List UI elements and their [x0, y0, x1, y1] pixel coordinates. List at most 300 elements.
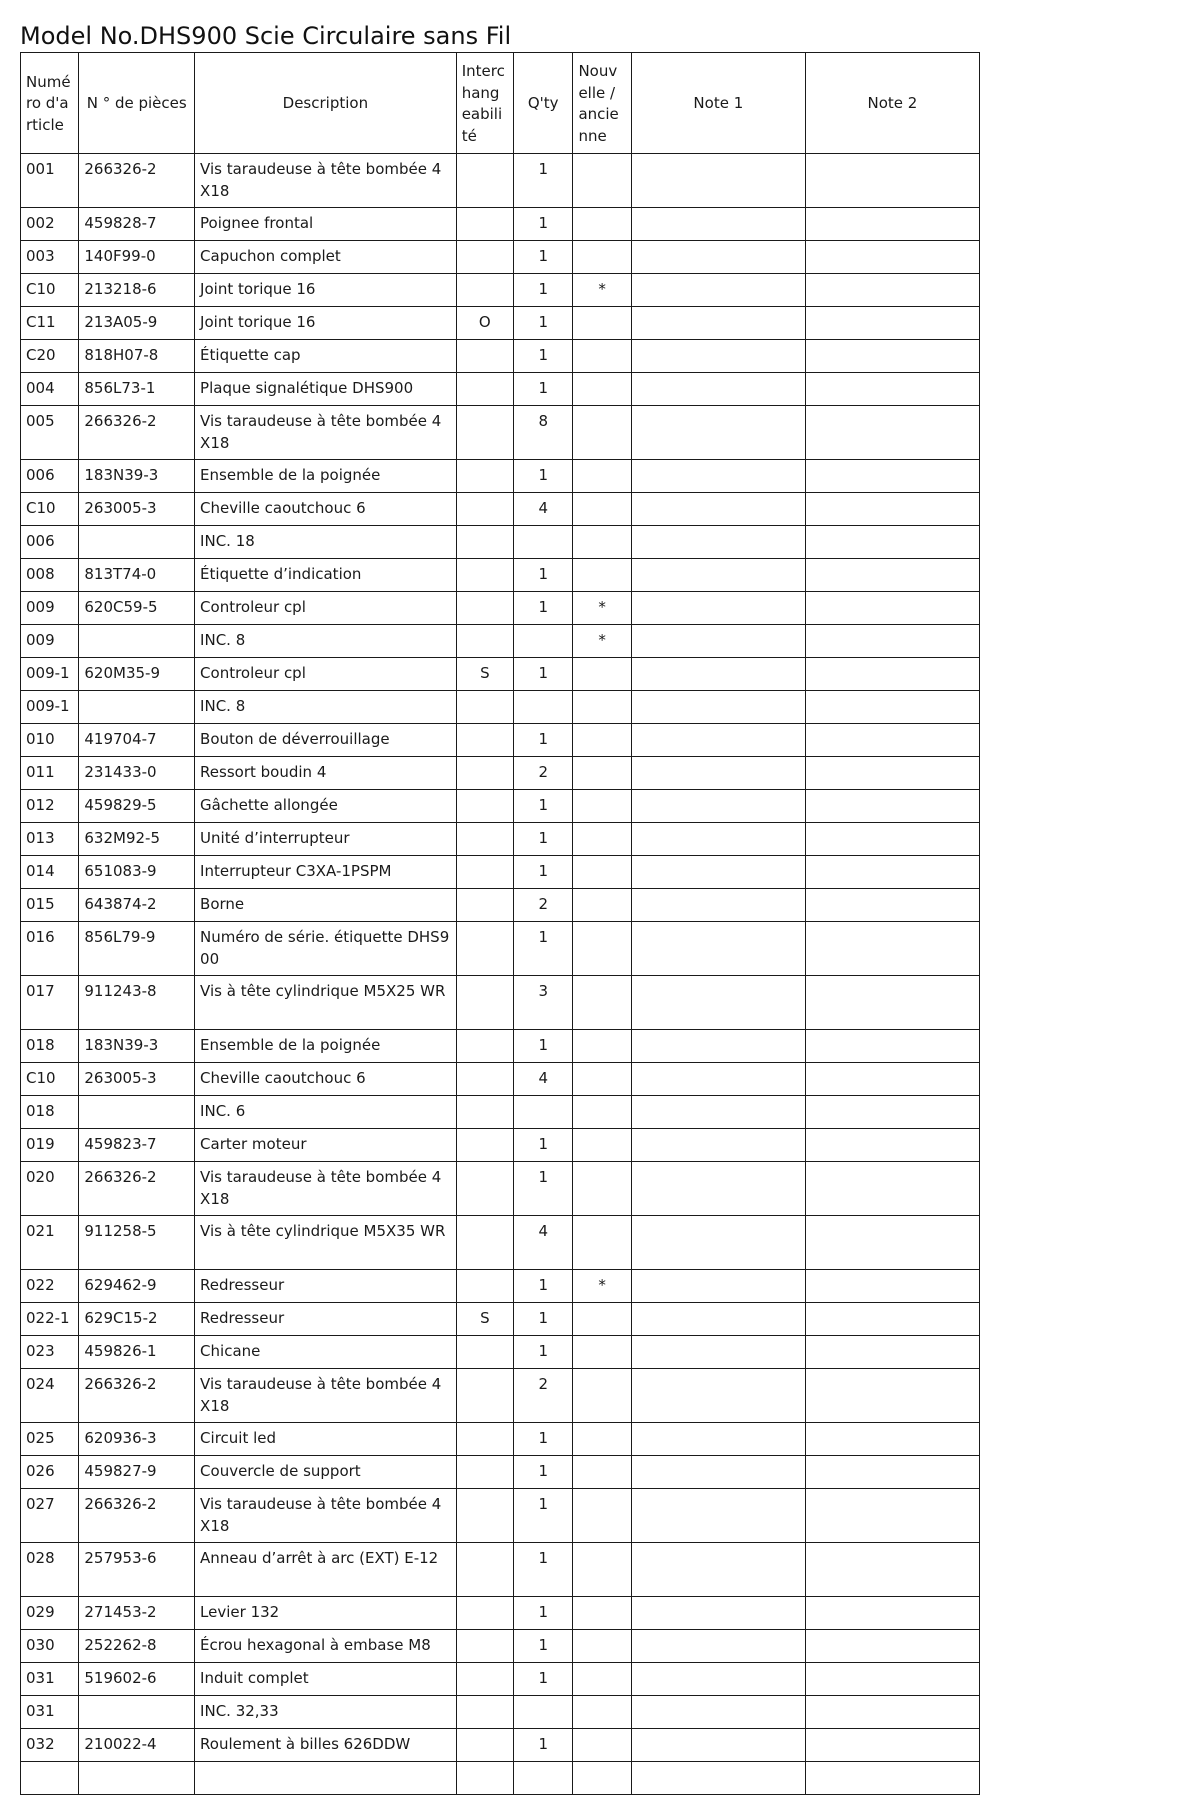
cell-description: Ressort boudin 4	[195, 757, 457, 790]
cell-note-2	[805, 559, 979, 592]
cell-note-1	[631, 1369, 805, 1423]
cell-item-number: 014	[21, 856, 79, 889]
cell-quantity: 1	[513, 1597, 572, 1630]
cell-note-2	[805, 340, 979, 373]
table-row	[21, 526, 980, 559]
cell-note-2	[805, 154, 979, 208]
cell-part-number: 643874-2	[79, 889, 195, 922]
table-header	[21, 53, 980, 154]
cell-interchangeability: S	[456, 1303, 513, 1336]
table-row	[21, 1663, 980, 1696]
cell-interchangeability	[456, 406, 513, 460]
cell-interchangeability	[456, 1030, 513, 1063]
cell-interchangeability	[456, 1423, 513, 1456]
cell-part-number: 620M35-9	[79, 658, 195, 691]
cell-item-number: 019	[21, 1129, 79, 1162]
cell-quantity: 1	[513, 373, 572, 406]
cell-new-old	[573, 889, 631, 922]
cell-note-2	[805, 1216, 979, 1270]
cell-new-old	[573, 460, 631, 493]
cell-new-old	[573, 1303, 631, 1336]
cell-item-number: 016	[21, 922, 79, 976]
cell-interchangeability	[456, 373, 513, 406]
cell-part-number	[79, 1696, 195, 1729]
cell-new-old	[573, 1597, 631, 1630]
cell-note-1	[631, 1063, 805, 1096]
cell-item-number	[21, 1762, 79, 1795]
cell-note-2	[805, 790, 979, 823]
cell-interchangeability	[456, 823, 513, 856]
cell-note-1	[631, 460, 805, 493]
cell-note-1	[631, 724, 805, 757]
cell-item-number: C10	[21, 493, 79, 526]
cell-part-number: 818H07-8	[79, 340, 195, 373]
cell-note-1	[631, 1162, 805, 1216]
cell-description: Levier 132	[195, 1597, 457, 1630]
cell-item-number: 018	[21, 1096, 79, 1129]
cell-note-2	[805, 592, 979, 625]
table-row	[21, 889, 980, 922]
cell-interchangeability	[456, 1129, 513, 1162]
cell-note-1	[631, 823, 805, 856]
cell-note-2	[805, 1630, 979, 1663]
table-body	[21, 154, 980, 1795]
cell-quantity: 1	[513, 1543, 572, 1597]
cell-note-2	[805, 526, 979, 559]
cell-note-2	[805, 373, 979, 406]
cell-item-number: 024	[21, 1369, 79, 1423]
cell-item-number: C20	[21, 340, 79, 373]
cell-quantity: 8	[513, 406, 572, 460]
cell-note-1	[631, 1216, 805, 1270]
cell-quantity: 1	[513, 1489, 572, 1543]
cell-quantity: 1	[513, 307, 572, 340]
cell-new-old	[573, 1096, 631, 1129]
cell-description: INC. 18	[195, 526, 457, 559]
cell-note-1	[631, 1597, 805, 1630]
cell-note-2	[805, 976, 979, 1030]
cell-new-old	[573, 208, 631, 241]
cell-new-old	[573, 340, 631, 373]
cell-description: Unité d’interrupteur	[195, 823, 457, 856]
cell-item-number: 004	[21, 373, 79, 406]
cell-description: Vis à tête cylindrique M5X25 WR	[195, 976, 457, 1030]
cell-part-number: 266326-2	[79, 1162, 195, 1216]
table-row	[21, 1630, 980, 1663]
cell-note-1	[631, 592, 805, 625]
cell-note-1	[631, 1336, 805, 1369]
cell-new-old	[573, 691, 631, 724]
cell-interchangeability	[456, 592, 513, 625]
cell-description: Circuit led	[195, 1423, 457, 1456]
table-row	[21, 154, 980, 208]
table-row	[21, 790, 980, 823]
cell-item-number: 005	[21, 406, 79, 460]
cell-item-number: 022-1	[21, 1303, 79, 1336]
cell-interchangeability	[456, 1729, 513, 1762]
cell-note-2	[805, 889, 979, 922]
table-row	[21, 1456, 980, 1489]
cell-new-old	[573, 1336, 631, 1369]
cell-note-1	[631, 1543, 805, 1597]
cell-description: Ensemble de la poignée	[195, 460, 457, 493]
cell-quantity: 1	[513, 274, 572, 307]
cell-note-1	[631, 790, 805, 823]
table-row	[21, 1303, 980, 1336]
cell-part-number: 620C59-5	[79, 592, 195, 625]
cell-note-2	[805, 757, 979, 790]
cell-part-number: 210022-4	[79, 1729, 195, 1762]
cell-interchangeability	[456, 526, 513, 559]
cell-item-number: 006	[21, 460, 79, 493]
cell-quantity: 1	[513, 1663, 572, 1696]
cell-interchangeability	[456, 922, 513, 976]
cell-part-number: 271453-2	[79, 1597, 195, 1630]
cell-note-1	[631, 1762, 805, 1795]
cell-item-number: 002	[21, 208, 79, 241]
cell-quantity: 1	[513, 592, 572, 625]
cell-part-number: 213A05-9	[79, 307, 195, 340]
cell-new-old	[573, 1216, 631, 1270]
cell-note-2	[805, 1063, 979, 1096]
cell-part-number: 459826-1	[79, 1336, 195, 1369]
cell-note-1	[631, 559, 805, 592]
cell-quantity: 1	[513, 340, 572, 373]
table-row	[21, 1729, 980, 1762]
header-quantity: Q'ty	[513, 53, 572, 154]
cell-interchangeability	[456, 1762, 513, 1795]
table-row	[21, 208, 980, 241]
cell-interchangeability	[456, 1216, 513, 1270]
cell-description: Borne	[195, 889, 457, 922]
cell-note-2	[805, 724, 979, 757]
table-row	[21, 1489, 980, 1543]
cell-description: Chicane	[195, 1336, 457, 1369]
cell-part-number: 459828-7	[79, 208, 195, 241]
cell-description: Vis à tête cylindrique M5X35 WR	[195, 1216, 457, 1270]
cell-interchangeability	[456, 493, 513, 526]
cell-description: INC. 32,33	[195, 1696, 457, 1729]
cell-new-old	[573, 1696, 631, 1729]
cell-quantity: 1	[513, 1336, 572, 1369]
cell-item-number: 006	[21, 526, 79, 559]
cell-note-2	[805, 1336, 979, 1369]
cell-part-number: 266326-2	[79, 1369, 195, 1423]
cell-part-number	[79, 1762, 195, 1795]
cell-note-2	[805, 1597, 979, 1630]
cell-note-2	[805, 1030, 979, 1063]
cell-item-number: C11	[21, 307, 79, 340]
cell-description: Étiquette cap	[195, 340, 457, 373]
header-description: Description	[195, 53, 457, 154]
cell-note-1	[631, 691, 805, 724]
cell-new-old	[573, 1762, 631, 1795]
cell-new-old	[573, 1729, 631, 1762]
cell-quantity: 2	[513, 889, 572, 922]
cell-quantity: 1	[513, 790, 572, 823]
cell-note-2	[805, 1729, 979, 1762]
cell-interchangeability	[456, 1456, 513, 1489]
cell-quantity: 2	[513, 757, 572, 790]
cell-description: Redresseur	[195, 1303, 457, 1336]
cell-item-number: 009-1	[21, 691, 79, 724]
cell-new-old	[573, 856, 631, 889]
table-row	[21, 1270, 980, 1303]
cell-interchangeability	[456, 1096, 513, 1129]
cell-part-number: 629462-9	[79, 1270, 195, 1303]
cell-new-old	[573, 1663, 631, 1696]
cell-description: Gâchette allongée	[195, 790, 457, 823]
header-note-2: Note 2	[805, 53, 979, 154]
cell-interchangeability	[456, 691, 513, 724]
table-row	[21, 724, 980, 757]
cell-note-2	[805, 241, 979, 274]
cell-part-number	[79, 691, 195, 724]
cell-note-1	[631, 1663, 805, 1696]
cell-note-2	[805, 493, 979, 526]
cell-item-number: 008	[21, 559, 79, 592]
cell-description: Anneau d’arrêt à arc (EXT) E-12	[195, 1543, 457, 1597]
cell-note-2	[805, 1762, 979, 1795]
cell-quantity: 1	[513, 724, 572, 757]
cell-note-1	[631, 1270, 805, 1303]
cell-interchangeability	[456, 1489, 513, 1543]
cell-quantity	[513, 526, 572, 559]
cell-quantity: 1	[513, 1303, 572, 1336]
cell-new-old	[573, 154, 631, 208]
header-item-number: Numéro d'article	[21, 53, 79, 154]
table-row	[21, 274, 980, 307]
cell-interchangeability	[456, 1543, 513, 1597]
cell-part-number: 419704-7	[79, 724, 195, 757]
table-row	[21, 1369, 980, 1423]
cell-note-2	[805, 1162, 979, 1216]
cell-new-old	[573, 757, 631, 790]
cell-quantity: 1	[513, 856, 572, 889]
table-row	[21, 1096, 980, 1129]
table-row	[21, 1162, 980, 1216]
cell-note-2	[805, 1423, 979, 1456]
cell-part-number: 183N39-3	[79, 460, 195, 493]
cell-note-1	[631, 526, 805, 559]
cell-part-number: 263005-3	[79, 1063, 195, 1096]
cell-interchangeability	[456, 1063, 513, 1096]
table-row	[21, 592, 980, 625]
cell-item-number: 022	[21, 1270, 79, 1303]
table-row	[21, 1423, 980, 1456]
cell-item-number: C10	[21, 274, 79, 307]
cell-description: Étiquette d’indication	[195, 559, 457, 592]
cell-interchangeability	[456, 274, 513, 307]
cell-quantity	[513, 1096, 572, 1129]
cell-part-number: 856L73-1	[79, 373, 195, 406]
cell-item-number: 003	[21, 241, 79, 274]
cell-description: Controleur cpl	[195, 592, 457, 625]
cell-interchangeability	[456, 340, 513, 373]
table-row	[21, 1216, 980, 1270]
cell-part-number: 231433-0	[79, 757, 195, 790]
cell-interchangeability	[456, 1369, 513, 1423]
cell-item-number: 021	[21, 1216, 79, 1270]
cell-item-number: 009-1	[21, 658, 79, 691]
cell-description: Couvercle de support	[195, 1456, 457, 1489]
cell-quantity: 1	[513, 241, 572, 274]
cell-quantity: 1	[513, 154, 572, 208]
cell-description: Vis taraudeuse à tête bombée 4X18	[195, 154, 457, 208]
cell-quantity: 4	[513, 1216, 572, 1270]
cell-item-number: 031	[21, 1663, 79, 1696]
cell-interchangeability	[456, 1663, 513, 1696]
cell-part-number: 459829-5	[79, 790, 195, 823]
cell-note-1	[631, 658, 805, 691]
cell-note-1	[631, 1489, 805, 1543]
parts-table-container	[20, 52, 980, 1753]
cell-description: INC. 8	[195, 691, 457, 724]
cell-part-number: 257953-6	[79, 1543, 195, 1597]
cell-part-number: 459827-9	[79, 1456, 195, 1489]
cell-note-1	[631, 1456, 805, 1489]
cell-note-1	[631, 1729, 805, 1762]
cell-new-old	[573, 658, 631, 691]
cell-note-1	[631, 625, 805, 658]
cell-item-number: 010	[21, 724, 79, 757]
cell-new-old	[573, 1489, 631, 1543]
cell-quantity: 1	[513, 1729, 572, 1762]
cell-note-2	[805, 1456, 979, 1489]
cell-new-old	[573, 241, 631, 274]
header-part-number: N ° de pièces	[79, 53, 195, 154]
cell-new-old	[573, 307, 631, 340]
table-row	[21, 757, 980, 790]
cell-quantity: 1	[513, 1129, 572, 1162]
cell-new-old	[573, 526, 631, 559]
cell-note-1	[631, 856, 805, 889]
cell-note-1	[631, 406, 805, 460]
table-row	[21, 1129, 980, 1162]
table-row	[21, 625, 980, 658]
cell-note-2	[805, 1129, 979, 1162]
cell-interchangeability	[456, 1336, 513, 1369]
table-row	[21, 1696, 980, 1729]
cell-item-number: 028	[21, 1543, 79, 1597]
cell-new-old	[573, 406, 631, 460]
cell-note-2	[805, 691, 979, 724]
cell-new-old	[573, 1162, 631, 1216]
cell-description: Interrupteur C3XA-1PSPM	[195, 856, 457, 889]
cell-part-number: 911258-5	[79, 1216, 195, 1270]
cell-note-2	[805, 460, 979, 493]
cell-part-number: 632M92-5	[79, 823, 195, 856]
cell-item-number: 015	[21, 889, 79, 922]
cell-quantity	[513, 691, 572, 724]
cell-note-1	[631, 1030, 805, 1063]
table-row	[21, 307, 980, 340]
table-row	[21, 559, 980, 592]
cell-interchangeability	[456, 790, 513, 823]
cell-new-old	[573, 1543, 631, 1597]
cell-description: INC. 8	[195, 625, 457, 658]
table-row	[21, 976, 980, 1030]
cell-note-1	[631, 493, 805, 526]
cell-interchangeability	[456, 724, 513, 757]
cell-interchangeability	[456, 856, 513, 889]
cell-description: Controleur cpl	[195, 658, 457, 691]
cell-note-1	[631, 274, 805, 307]
cell-part-number: 263005-3	[79, 493, 195, 526]
cell-quantity: 1	[513, 1423, 572, 1456]
cell-note-1	[631, 1096, 805, 1129]
cell-item-number: 031	[21, 1696, 79, 1729]
cell-item-number: 009	[21, 625, 79, 658]
table-row	[21, 1543, 980, 1597]
cell-note-1	[631, 373, 805, 406]
cell-description: Capuchon complet	[195, 241, 457, 274]
cell-item-number: 012	[21, 790, 79, 823]
cell-quantity: 1	[513, 1630, 572, 1663]
cell-quantity: 1	[513, 460, 572, 493]
cell-interchangeability	[456, 241, 513, 274]
cell-note-2	[805, 922, 979, 976]
cell-item-number: 025	[21, 1423, 79, 1456]
cell-description: Redresseur	[195, 1270, 457, 1303]
table-row	[21, 922, 980, 976]
cell-item-number: 029	[21, 1597, 79, 1630]
cell-description: Vis taraudeuse à tête bombée 4X18	[195, 1162, 457, 1216]
table-row	[21, 373, 980, 406]
cell-quantity: 1	[513, 1456, 572, 1489]
cell-new-old: *	[573, 625, 631, 658]
cell-part-number: 213218-6	[79, 274, 195, 307]
cell-note-2	[805, 307, 979, 340]
cell-part-number: 856L79-9	[79, 922, 195, 976]
table-row	[21, 856, 980, 889]
cell-new-old: *	[573, 1270, 631, 1303]
cell-note-1	[631, 1696, 805, 1729]
cell-interchangeability	[456, 1270, 513, 1303]
cell-note-2	[805, 1369, 979, 1423]
cell-quantity: 4	[513, 493, 572, 526]
table-row	[21, 691, 980, 724]
cell-quantity: 1	[513, 1030, 572, 1063]
cell-item-number: 027	[21, 1489, 79, 1543]
header-note-1: Note 1	[631, 53, 805, 154]
cell-new-old	[573, 493, 631, 526]
cell-description: Roulement à billes 626DDW	[195, 1729, 457, 1762]
cell-note-2	[805, 1489, 979, 1543]
cell-part-number: 813T74-0	[79, 559, 195, 592]
cell-note-1	[631, 976, 805, 1030]
cell-item-number: 032	[21, 1729, 79, 1762]
cell-new-old	[573, 976, 631, 1030]
cell-description: Cheville caoutchouc 6	[195, 493, 457, 526]
cell-part-number	[79, 625, 195, 658]
table-row	[21, 1597, 980, 1630]
cell-note-1	[631, 1423, 805, 1456]
cell-part-number: 519602-6	[79, 1663, 195, 1696]
cell-item-number: 026	[21, 1456, 79, 1489]
cell-description: INC. 6	[195, 1096, 457, 1129]
cell-interchangeability: O	[456, 307, 513, 340]
cell-note-2	[805, 1270, 979, 1303]
cell-quantity	[513, 625, 572, 658]
cell-description: Numéro de série. étiquette DHS900	[195, 922, 457, 976]
cell-description: Cheville caoutchouc 6	[195, 1063, 457, 1096]
cell-description: Ensemble de la poignée	[195, 1030, 457, 1063]
cell-description: Plaque signalétique DHS900	[195, 373, 457, 406]
cell-item-number: 013	[21, 823, 79, 856]
cell-new-old	[573, 823, 631, 856]
cell-note-1	[631, 1303, 805, 1336]
